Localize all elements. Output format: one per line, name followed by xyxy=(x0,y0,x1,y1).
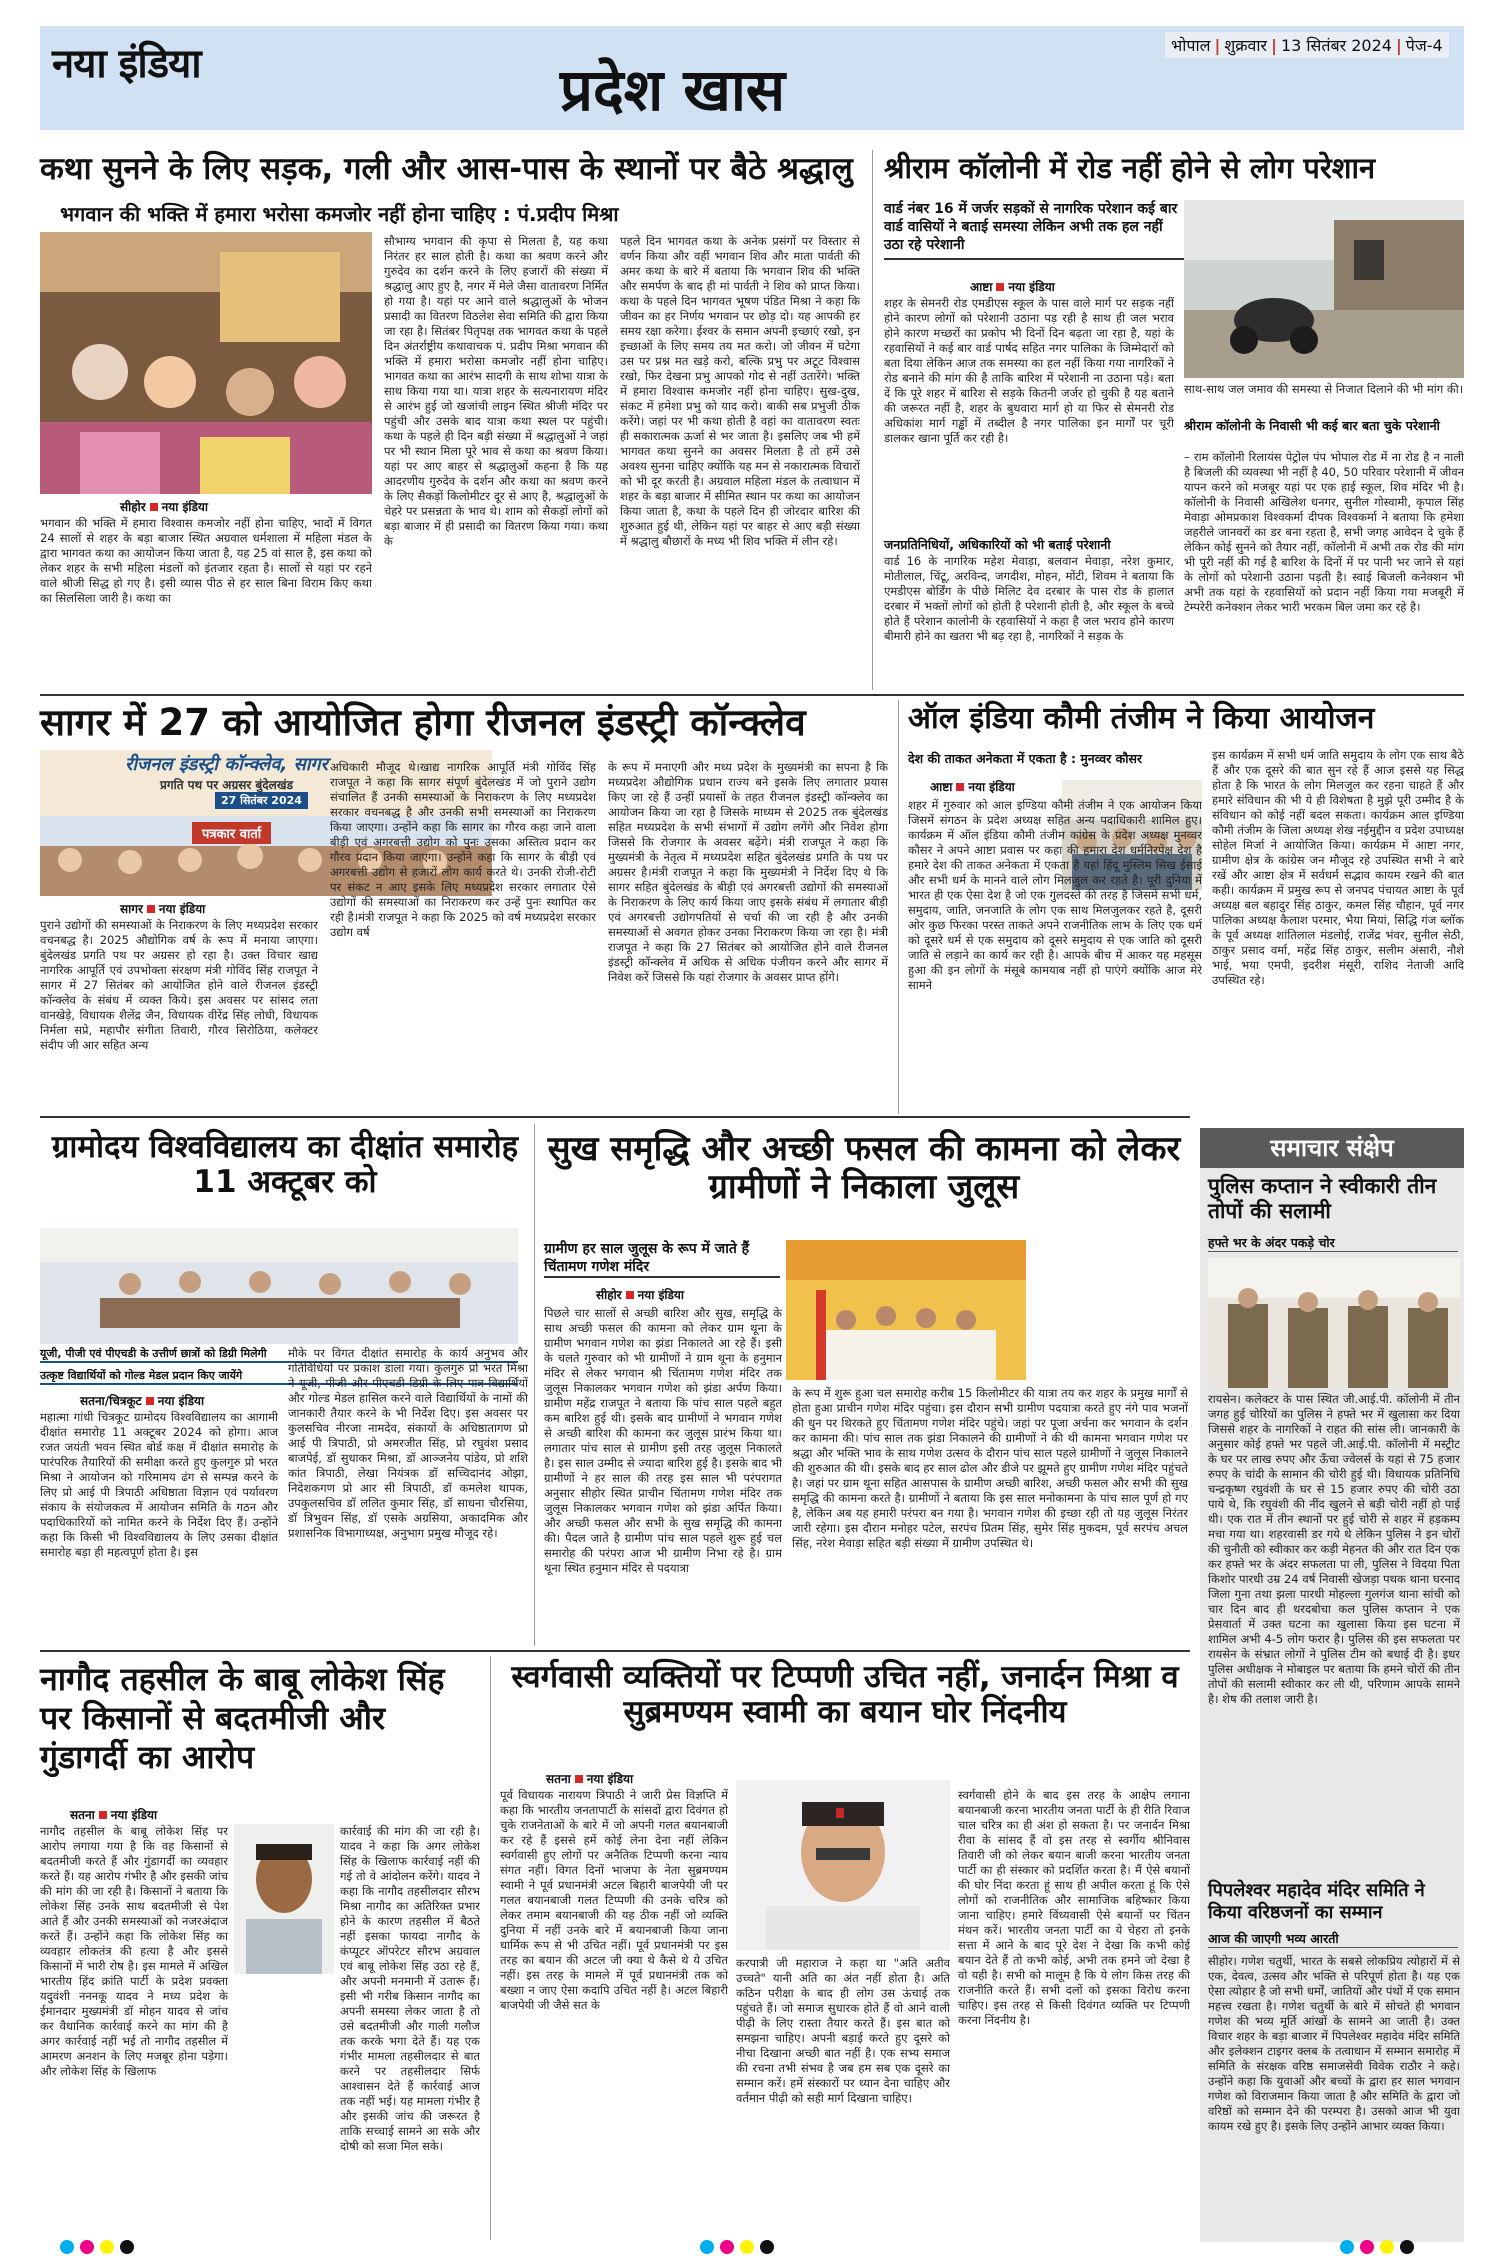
story6-photo xyxy=(786,1240,1026,1380)
story1-headline: कथा सुनने के लिए सड़क, गली और आस-पास के स्थानों पर बैठे श्रद्धालु xyxy=(40,151,853,187)
brief-item1-headline: पुलिस कप्तान ने स्वीकारी तीन तोपों की सलामी xyxy=(1208,1174,1437,1223)
story8-col3: स्वर्गवासी होने के बाद इस तरह के आक्षेप लगाना बयानबाजी करना भारतीय जनता पार्टी के ही रीति रिवाज चाल चरित्र का ही अंश हो सकता है। पर जनार्दन मिश्रा रीवा के सांसद हैं वो इस तरह से स्वर्गीय श्रीनिवास तिवारी जी को लेकर बयान बाजी करना भारतीय जनता पार्टी का ही संस्कार को प्रदर्शित करता है। मैं ऐसे बयानों की घोर निंदा करता हूं साथ ही अपील करता हूं कि ऐसे लोगों को राजनीतिक और सामाजिक बहिष्कार किया जाना चाहिए। हमारे विंध्यवासी ऐसे बयानों पर चिंतन मंथन करें। भारतीय जनता पार्टी का ये चेहरा तो इनके सत्ता में आने के बाद पूरे देश ने देखा कि कभी कोई बयान देते हैं तो कभी कोई, अभी तक हमने जो देखा है वो यही है। सभी को मालूम है कि ये लोग किस तरह की राजनीति करते हैं। सभी दलों को इसका विरोध करना चाहिए। इस तरह से किसी दिवंगत व्यक्ति पर टिप्पणी करना निंदनीय है। xyxy=(958,1788,1190,2027)
story8-col1: पूर्व विधायक नारायण त्रिपाठी ने जारी प्रेस विज्ञप्ति में कहा कि भारतीय जनतापार्टी के सांसदों द्वारा दिवंगत हो चुके राजनेताओं के बारे में जो अपनी गलत बयानबाजी कर रहे हैं इससे हमें कोई लेना देना नहीं लेकिन स्वर्गवासी हुए लोगों पर अनैतिक टिप्पणी करना न्याय संगत नहीं। विगत दिनों भाजपा के नेता सुब्रमण्यम स्वामी ने पूर्व प्रधानमंत्री अटल बिहारी बाजपेयी जी पर गलत बयानबाजी गलत टिप्पणी की उनके चरित्र को लेकर तमाम बयानबाजी की यह ठीक नहीं जो व्यक्ति दुनिया में नहीं उनके बारे में बयानबाजी किया जाना धार्मिक रूप से भी उचित नहीं। पूर्व प्रधानमंत्री पर इस तरह का बयान की अटल जी क्या थे कैसे थे ये उचित नहीं। इस तरह के मामले में पूर्व प्रधानमंत्री तक को बख्शा न जाए ऐसा कदापि उचित नहीं है। अटल बिहारी बाजपेयी जी जैसे सत के xyxy=(500,1788,728,2012)
story8-portrait xyxy=(736,1780,950,1950)
column-divider xyxy=(534,1124,535,1646)
registration-marks-right xyxy=(1340,2240,1414,2254)
story1-col3: पहले दिन भागवत कथा के अनेक प्रसंगों पर विस्तार से वर्णन किया और वहीं भगवान शिव और माता पार्वती की अमर कथा के बारे में बताया कि भगवान शिव की भक्ति और समर्पण के बाद ही मां पार्वती ने शिव को प्राप्त किया। कथा के पहले दिन भागवत भूषण पंडित मिश्रा ने कहा कि जीवन का हर निर्णय भगवान पर छोड़ दो। यह आपकी हर समय रक्षा करेगा। ईश्वर के समान अपनी इच्छाएं रखो, इन इच्छाओं के लिए समय तय मत करो। जो जीवन में घटेगा उस पर प्रश्न मत खड़े करो, बल्कि प्रभु पर अटूट विश्वास रखो, फिर देखना प्रभु आपको गोद से नहीं उतारेंगे। भक्ति में हमारा विश्वास कमजोर नहीं होना चाहिए। सुख-दुख, संकट में हमेशा प्रभु को याद करो। बाकी सब प्रभुजी ठीक करेंगे। जहां पर भी कथा होती है वहां का वातावरण स्वतः ही सकारात्मक ऊर्जा से भर जाता है। इसलिए जब भी हमें भागवत कथा सुनने का अवसर मिलता है तो हमें उसे अवश्य सुनना चाहिए क्योंकि यह मन से नकारात्मक विचारों को भी दूर करती है। अग्रवाल महिला मंडल के तत्वाधान में शहर के बड़ा बाजार में सीमित स्थान पर कथा का आयोजन किया जाता है, कथा के पहले दिन ही जोरदार बारिश की शुरुआत हुई थी, लेकिन यहां पर बाहर से आए बड़ी संख्या में श्रद्धालु बौछारों के मध्य भी शिव भक्ति में लीन रहे। xyxy=(620,234,860,548)
registration-marks-left xyxy=(60,2240,134,2254)
story8-headline: स्वर्गवासी व्यक्तियों पर टिप्पणी उचित नहीं, जनार्दन मिश्रा व सुब्रमण्यम स्वामी का बयान घोर निंदनीय xyxy=(511,1659,1179,1730)
dateline-day: शुक्रवार xyxy=(1224,36,1268,55)
story6-col2-top xyxy=(1036,1240,1186,1380)
story5-caption2: उत्कृष्ट विद्यार्थियों को गोल्ड मेडल प्रदान किए जायेंगे xyxy=(40,1368,518,1385)
magenta-mark xyxy=(1360,2240,1374,2254)
registration-marks-center xyxy=(700,2240,774,2254)
story6-col2: के रूप में शुरू हुआ चल समारोह करीब 15 किलोमीटर की यात्रा तय कर शहर के प्रमुख मार्गों से होता हुआ प्राचीन गणेश मंदिर पहुंचा। इस दौरान सभी ग्रामीण पदयात्रा करते हुए नंगे पाव भजनों की धुन पर थिरकते हुए चिंतामण गणेश मंदिर पहुंचे। जहां पर पूजा अर्चना कर भगवान के दर्शन कर कामना की। पांच साल तक झंडा निकालने की ग्रामीणों ने की थी कामना भगवान गणेश पर श्रद्धा और भक्ति भाव के साथ गणेश उत्सव के दौरान पांच साल पहले ग्रामीणों ने जुलूस निकालने की शुरुआत की थी। इसके बाद हर साल ढोल और डीजे पर झूमते हुए ग्रामीण गणेश मंदिर पहुंचते है। जहां पर ग्राम थूना सहित आसपास के ग्रामीण अच्छी बारिश, अच्छी फसल और सभी की सुख समृद्धि की कामना करते है। ग्रामीणों ने बताया कि इस साल मनोकामना के पांच साल पूर्ण हो गए है, लेकिन अब यह हमारी परंपरा बन गया है। भगवान गणेश की इच्छा रही तो यह जुलूस निरंतर जारी रहेगा। इस दौरान मनोहर पटेल, सरपंच प्रितम सिंह, सुमेर सिंह मुकदम, पूर्व सरपंच अचल सिंह, नरेश मेवाड़ा सहित बड़ी संख्या में ग्रामीण उपस्थित थे। xyxy=(792,1386,1188,1550)
story2-headline: श्रीराम कॉलोनी में रोड नहीं होने से लोग परेशान xyxy=(884,151,1376,185)
story6-col1: पिछले चार सालों से अच्छी बारिश और सुख, समृद्धि के साथ अच्छी फसल की कामना को लेकर ग्राम थूना के ग्रामीण भगवान गणेश का झंडा निकालते आ रहे हैं। इसी के चलते गुरुवार को भी ग्रामीणों ने ग्राम थूना के हनुमान मंदिर से लेकर भगवान श्री चिंतामण गणेश मंदिर तक जुलूस निकालकर भगवान गणेश को झंडा अर्पण किया। ग्रामीण महेंद्र राजपूत ने बताया कि पांच साल पहले बहुत कम बारिश हुई थी। इसके बाद ग्रामीणों ने भगवान गणेश से अच्छी बारिश की कामना कर जुलूस प्रारंभ किया था। लगातार पांच साल से ग्रामीण इसी तरह जुलूस निकालते है। इस साल उम्मीद से ज्यादा बारिश हुई है। इसके बाद भी ग्रामीणों ने हर साल की तरह इस साल भी परंपरागत अनुसार सीहोर स्थित प्राचीन चिंतामण गणेश मंदिर तक जुलूस निकालकर भगवान गणेश को झंडा अर्पित किया। और अच्छी फसल और सभी के सुख समृद्धि की कामना की। पैदल जाते है ग्रामीण पांच साल पहले शुरू हुई चल समारोह की परंपरा आज भी ग्रामीण निभा रहे है। ग्राम थूना स्थित हनुमान मंदिर से पदयात्रा xyxy=(544,1306,782,1575)
dateline-city: भोपाल xyxy=(1171,36,1211,55)
story2-subhead: जनप्रतिनिधियों, अधिकारियों को भी बताई परेशानी xyxy=(884,537,1111,552)
story3-col2: अधिकारी मौजूद थे।खाद्य नागरिक आपूर्ति मंत्री गोविंद सिंह राजपूत ने कहा कि सागर संपूर्ण बुंदेलखंड में जो पुराने उद्योग संचालित हैं उनकी समस्याओं के निराकरण के लिए मध्यप्रदेश सरकार वचनबद्ध है और उनकी सभी समस्याओं का निराकरण किया जाएगा। उन्होंने कहा कि सागर का गौरव कहा जाने वाला बीड़ी एवं अगरबत्ती उद्योग को पुनः उसका अस्तित्व प्रदान कर गौरव प्रदान किया जाएगा। उन्होंने कहा कि सागर के बीड़ी एवं अगरबत्ती उद्योग से हजारों लोग कार्य करते थे। उनकी रोजी-रोटी पर संकट न आए इसके लिए मध्यप्रदेश सरकार लगातार ऐसे उद्योगों की समस्याओं का निराकरण कर उन्हें पुनः स्थापित कर रही है।मंत्री राजपूत ने कहा कि 2025 को वर्ष मध्यप्रदेश सरकार उद्योग वर्ष xyxy=(330,760,596,939)
story6-headline: सुख समृद्धि और अच्छी फसल की कामना को लेकर ग्रामीणों ने निकाला जुलूस xyxy=(547,1129,1181,1208)
story2-deck: वार्ड नंबर 16 में जर्जर सड़कों से नागरिक परेशान कई बार वार्ड वासियों ने बताई समस्या लेकिन अभी तक हल नहीं उठा रहे परेशानी xyxy=(884,200,1184,260)
brief-item1-photo xyxy=(1208,1258,1460,1388)
story3-banner-title: रीजनल इंडस्ट्री कॉन्क्लेव, सागर xyxy=(125,754,328,775)
section-divider xyxy=(40,1650,1190,1652)
story4-deck: देश की ताकत अनेकता में एकता है : मुनव्वर कौसर xyxy=(908,751,1143,766)
story3-col1: पुराने उद्योगों की समस्याओं के निराकरण के लिए मध्यप्रदेश सरकार वचनबद्ध है। 2025 औद्योगिक वर्ष के रूप में मनाया जाएगा। बुंदेलखंड प्रगति पथ पर अग्रसर हो रहा है। उक्त विचार खाद्य नागरिक आपूर्ति एवं उपभोक्ता संरक्षण मंत्री गोविंद सिंह राजपूत ने सागर में 27 सितंबर को आयोजित होने वाले रीजनल इंडस्ट्री कॉन्क्लेव के संबंध में व्यक्त किये। इस अवसर पर सांसद लता वानखेड़े, विधायक शैलेंद्र जैन, विधायक वीरेंद्र सिंह लोधी, विधायक निर्मला सप्रे, महापौर संगीता तिवारी, गौरव सिरोठिया, कलेक्टर संदीप जी आर सहित अन्य xyxy=(40,918,318,1052)
story7-headline: नागौद तहसील के बाबू लोकेश सिंह पर किसानों से बदतमीजी और गुंडागर्दी का आरोप xyxy=(40,1660,445,1777)
story2-col1b: वार्ड 16 के नागरिक महेश मेवाड़ा, बलवान मेवाड़ा, नरेश कुमार, मोतीलाल, चिंटू, अरविन्द, जगदीश, मोहन, मोंटी, शिवम ने बताया कि एमडीएस बोर्डिंग के पीछे मिलिट देव दरबार के पास रोड के हालात दरबार में भक्तों लोगों को होती है परेशानी होती है, और स्कूल के बच्चे होते हैं परेशान कालोनी के रहवासियों ने कहा है जल भराव होने कारण बीमारी होने का खतरा भी बढ़ रहा है, नागरिकों ने सड़क के xyxy=(884,554,1174,643)
story4-byline: आष्टा नया इंडिया xyxy=(930,780,1015,794)
cyan-mark xyxy=(1340,2240,1354,2254)
story4-col1: शहर में गुरुवार को आल इण्डिया कौमी तंजीम ने एक आयोजन किया जिसमें संगठन के प्रदेश अध्यक्ष सहित अन्य पदाधिकारी शामिल हुए। कार्यक्रम में ऑल इंडिया कौमी तंजीम कांग्रेस के प्रदेश अध्यक्ष मुनव्वर कौसर ने अपने आष्टा प्रवास पर कहा की हमारा देश धर्मनिरपेक्ष देश है हमारे देश की ताकत अनेकता में एकता है यहां हिंदू मुस्लिम सिख ईसाई और सभी धर्म के मानने वाले लोग मिलजुल कर रहते है। पूरी दुनिया में भारत ही एक ऐसा देश है जो एक गुलदस्ते की तरह है जिसमें सभी धर्म, समुदाय, जाति, जनजाति के लोग एक साथ मिलजुलकर रहते है, दूसरी ओर कुछ फिरका परस्त ताकते अपने राजनीतिक लाभ के लिए एक धर्म को दूसरे धर्म से एक समुदाय को दूसरे समुदाय से एक जाति को दूसरी जाति से लड़ाने का कार्य कर रही है। आपके बीच में आकर यह महसूस हुआ की इन लोगों के मंसूबे कामयाब नहीं हो पाएंगे क्योंकि आज मेरे सामने xyxy=(908,798,1202,992)
cyan-mark xyxy=(60,2240,74,2254)
story2-byline: आष्टा नया इंडिया xyxy=(970,280,1055,294)
magenta-mark xyxy=(80,2240,94,2254)
black-mark xyxy=(120,2240,134,2254)
brief-item1-body: रायसेन। कलेक्टर के पास स्थित जी.आई.पी. कॉलोनी में तीन जगह हुई चोरियों का पुलिस ने हफ्ते भर में खुलासा कर दिया जिससे शहर के नागरिकों ने राहत की सांस ली। जानकारी के अनुसार कोई हफ्ते भर पहले जी.आई.पी. कॉलोनी में मस्ट्रीट के घर पर लाख रुपए और ऊँचा ज्वेलर्स के यहां से 75 हजार रुपए के चांदी के सामान की चोरी हुई थी। विधायक प्रतिनिधि चन्द्रकृष्ण रघुवंशी के घर से 15 हजार रुपए की चोरी उठा पाये थे, कि रघुवंशी की नींद खुलने से बड़ी चोरी नहीं हो पाई थी। एक रात में तीन स्थानों पर हुई चोरी से शहर में हड़कम्प मचा गया था। शहरवासी डर गये थे लेकिन पुलिस ने इन चोरों की चुनौती को स्वीकार कर कड़ी मेहनत की और रात दिन एक कर हफ्ते भर के अंदर सफलता पा ली, पुलिस ने विदया पिता किशोर पारधी उम्र 24 वर्ष निवासी खेजड़ा पथक थाना घरनाद जिला गुना तथा झला पारधी मोहल्ला गुलगंज थाना सांची को चार दिन बाद ही धरदबोचा कल पुलिस कप्तान ने एक प्रेसवार्ता में उक्त घटना का खुलासा किया इस घटना में शामिल अभी 4-5 लोग फरार है। पुलिस की इस सफलता पर रायसेन के संभ्रात लोगों ने पुलिस टीम को बधाई दी है। इधर पुलिस अधीक्षक ने मोबाइल पर बताया कि हमने चोरों की तीन तोपों की सलामी स्वीकार कर ली थी, परिणाम आपके सामने है। शेष की तलाश जारी है। xyxy=(1208,1392,1460,1706)
story3-headline: सागर में 27 को आयोजित होगा रीजनल इंडस्ट्री कॉन्क्लेव xyxy=(40,701,806,744)
brief-item2-body: सीहोर। गणेश चतुर्थी, भारत के सबसे लोकप्रिय त्योहारों में से एक, देवत्व, उत्सव और भक्ति से परिपूर्ण होता है। यह एक ऐसा त्योहार है जो सभी धर्मों, जातियों और पंथों में एक समान महत्त्व रखता है। गणेश चतुर्थी के बारे में सोचते ही भगवान गणेश की भव्य मूर्ति आंखों के सामने आ जाती है। उक्त विचार शहर के बड़ा बाजार में पिपलेश्वर महादेव मंदिर समिति और इलेक्शन टाइगर क्लब के तत्वाधान में सम्मान समारोह में समिति के संरक्षक वरिष्ठ समाजसेवी विवेक राठौर ने कहे। उन्होंने कहा कि युवाओं और बच्चों के द्वारा हर साल भगवान गणेश को विराजमान किया जाता है और समिति के द्वारा जो वरिष्ठों को सम्मान देने की परम्परा है। उसको आज भी युवा कायम रखे हुए है। इसके लिए उन्होंने आभार व्यक्त किया। xyxy=(1208,1954,1460,2133)
black-mark xyxy=(760,2240,774,2254)
story3-col3: के रूप में मनाएगी और मध्य प्रदेश के मुख्यमंत्री का सपना है कि मध्यप्रदेश औद्योगिक प्रधान राज्य बने इसके लिए लगातार प्रयास किए जा रहे हैं उन्हीं प्रयासों के तहत रीजनल इंडस्ट्री कॉन्क्लेव का आयोजन किया जा रहा है जिसके माध्यम से 2025 तक बुंदेलखंड सहित मध्यप्रदेश के सभी संभागों में उद्योग लगेंगे और निवेश होगा जिससे कि रोजगार के अवसर बढ़ेंगे। मंत्री राजपूत ने कहा कि मुख्यमंत्री के नेतृत्व में मध्यप्रदेश सहित बुंदेलखंड प्रगति के पथ पर अग्रसर है।मंत्री राजपूत ने कहा कि मुख्यमंत्री ने निर्देश दिए थे कि सागर सहित बुंदेलखंड के बीड़ी एवं अगरबत्ती उद्योगों की समस्याओं के निराकरण के लिए कार्य किया जाए इसके संबंध में लगातार बीड़ी एवं अगरबत्ती उद्योगपतियों से चर्चा की जा रही है और उनकी समस्याओं से अवगत होकर उनका निराकरण किया जा रहा है। मंत्री राजपूत ने कहा कि 27 सितंबर को आयोजित होने वाले रीजनल इंडस्ट्री कॉन्क्लेव में अधिक से अधिक पंजीयन करने और सागर में निवेश करें जिससे कि यहां रोजगार के अवसर प्राप्त होंगे। xyxy=(608,760,888,984)
yellow-mark xyxy=(100,2240,114,2254)
story1-col1: भगवान की भक्ति में हमारा विश्वास कमजोर नहीं होना चाहिए, भादों में विगत 24 सालों से शहर के बड़ा बाजार स्थित अग्रवाल धर्मशाला में महिला मंडल के द्वारा भागवत कथा का आयोजन किया जाता है, यह 25 वां साल है, इस कथा को लेकर शहर के सभी महिला मंडलों को इंतजार रहता है। सालों से यहां पर रहने वाले श्रीजी सिद्ध हो गए है। इसी व्यास पीठ से हर साल बिना विराम किए कथा का सिलसिला जारी है। कथा का xyxy=(40,516,372,605)
brief-item2-deck: आज की जाएगी भव्य आरती xyxy=(1208,1930,1458,1948)
story5-col2: मौके पर विगत दीक्षांत समारोह के कार्य अनुभव और गतिविधियों पर प्रकाश डाला गया। कुलगुरु प्रो भरत मिश्रा ने यूजी, पीजी और पीएचडी डिग्री के लिए पात्र विद्यार्थियों और गोल्ड मेडल हासिल करने वाले विद्यार्थियों के नामों की जानकारी तैयार करने के भी निर्देश दिए। इस अवसर पर कुलसचिव नीरजा नामदेव, संकायों के अधिष्ठातागण प्रो आई पी त्रिपाठी, प्रो अमरजीत सिंह, प्रो रघुवंश प्रसाद बाजपेई, डॉ सुधाकर मिश्रा, डॉ आञ्जनेय पांडेय, प्रो शशि कांत त्रिपाठी, लेखा नियंत्रक डॉ सच्चिदानंद ओझा, निदेशकगण प्रो आर सी त्रिपाठी, डॉ कमलेश थापक, उपकुलसचिव डॉ ललित कुमार सिंह, डॉ साधना चौरसिया, डॉ त्रिभुवन सिंह, डॉ एसके अग्रसिया, अकादमिक और प्रशासनिक विभागाध्यक्ष, अनुभाग प्रमुख मौजूद रहे। xyxy=(288,1346,528,1540)
section-divider xyxy=(40,694,1464,696)
story1-col2: सौभाग्य भगवान की कृपा से मिलता है, यह कथा निरंतर हर साल होती है। कथा का श्रवण करने और गुरुदेव का दर्शन करने के लिए हजारों की संख्या में श्रद्धालु आए हुए है, नगर में मेले जैसा वातावरण निर्मित हो गया है। यहां पर आने वाले श्रद्धालुओं के भोजन प्रसादी का वितरण विठलेश सेवा समिति की द्वारा किया जा रहा है। सितंबर पितृपक्ष तक भागवत कथा के पहले दिन अंतर्राष्ट्रीय कथावाचक पं. प्रदीप मिश्रा भगवान की भक्ति में हमारा भरोसा कमजोर नहीं होना चाहिए। भागवत कथा का आरंभ सादगी के साथ शोभा यात्रा के साथ किया गया था। यात्रा शहर के सत्यनारायण मंदिर से आरंभ हुई जो खजांची लाइन स्थित श्रीजी मंदिर पर पहुंची और उसके बाद यात्रा कथा स्थल पर पहुंची। कथा के पहले ही दिन बड़ी संख्या में श्रद्धालुओं ने जहां पर भी स्थान मिला पूरे भाव से कथा का श्रवण किया। यहां पर आए बाहर से श्रद्धालुओं कहना है कि यह आदरणीय गुरुदेव के दर्शन और कथा का श्रवण करने के लिए सैकड़ों किलोमीटर दूर से आए है, श्रद्धालुओं के चेहरे पर प्रसन्नता के भाव थे। शाम को सैकड़ों लोगों को बड़ा बाजार में ही प्रसादी का वितरण किया गया। कथा के xyxy=(384,234,608,548)
brief-item1-deck: हफ्ते भर के अंदर पकड़े चोर xyxy=(1208,1234,1458,1252)
yellow-mark xyxy=(1380,2240,1394,2254)
cyan-mark xyxy=(700,2240,714,2254)
newspaper-logo: नया इंडिया xyxy=(52,41,201,87)
story1-subhead: भगवान की भक्ति में हमारा भरोसा कमजोर नहीं होना चाहिए : पं.प्रदीप मिश्रा xyxy=(60,202,619,226)
story6-byline: सीहोर नया इंडिया xyxy=(596,1288,685,1302)
story3-banner-tag: पत्रकार वार्ता xyxy=(192,822,271,844)
dateline-date: 13 सितंबर 2024 xyxy=(1280,36,1392,55)
story6-deck: ग्रामीण हर साल जुलूस के रूप में जाते हैं चिंतामण गणेश मंदिर xyxy=(544,1240,780,1278)
section-title: प्रदेश खास xyxy=(560,56,786,124)
news-brief-title: समाचार संक्षेप xyxy=(1200,1128,1464,1168)
story3-byline: सागर नया इंडिया xyxy=(120,902,206,916)
dateline: भोपाल | शुक्रवार | 13 सितंबर 2024 | पेज-4 xyxy=(1165,32,1449,58)
brief-item2-headline: पिपलेश्वर महादेव मंदिर समिति ने किया वरिष्ठजनों का सम्मान xyxy=(1208,1880,1425,1923)
yellow-mark xyxy=(740,2240,754,2254)
story7-col1: नागौद तहसील के बाबू लोकेश सिंह पर आरोप लगाया गया है कि वह किसानों से बदतमीजी करते हैं और गुंडागर्दी का व्यवहार करते हैं। यह आरोप गंभीर है और इसकी जांच की मांग की जा रही है। किसानों ने बताया कि लोकेश सिंह उनके साथ बदतमीजी से पेश आते हैं और उनकी समस्याओं को नजरअंदाज करते हैं। उन्होंने कहा कि लोकेश सिंह का व्यवहार लोकतंत्र की हत्या है और इससे किसानों में भारी रोष है। इस मामले में अखिल भारतीय हिंद क्रांति पार्टी के प्रदेश प्रवक्ता यदुवंशी नननकू यादव ने मध्य प्रदेश के ईमानदार मुख्यमंत्री डॉ मोहन यादव से जांच कर वैधानिक कार्रवाई करने का मांग की है अगर कार्रवाई नहीं भई तो नागौद तहसील में आमरण अनशन के लिए मजबूर होना पड़ेगा। और लोकेश सिंह के खिलाफ xyxy=(40,1824,228,2078)
story5-byline: सतना/चित्रकूट नया इंडिया xyxy=(80,1394,205,1408)
magenta-mark xyxy=(720,2240,734,2254)
story7-byline: सतना नया इंडिया xyxy=(70,1808,158,1822)
story4-headline: ऑल इंडिया कौमी तंजीम ने किया आयोजन xyxy=(908,701,1375,736)
dateline-page: पेज-4 xyxy=(1405,36,1443,55)
story2-col1: शहर के सेमनरी रोड एमडीएस स्कूल के पास वाले मार्ग पर सड़क नहीं होने कारण लोगों को परेशानी उठाना पड़ रही है साथ ही जल भराव होने कारण मच्छरों का प्रकोप भी दिनों दिन बढ़ता जा रहा है, यहां के रहवासियों ने कई बार वार्ड पार्षद सहित नगर पालिका के जिम्मेदारों को बता दिया लेकिन आज तक समस्या का हल नहीं किया गया नागरिकों ने रोड बनाने की मांग की है ताकि बारिश में परेशानी ना उठाना पड़े। बता दें कि पूरे शहर में बारिश से सड़के कितनी जर्जर हो चुकी है यह बताने की जरूरत नहीं है, शहर के बुधवारा मार्ग हो या फिर से सेमनरी रोड अधिकांश मार्ग गड्ढों में तब्दील है नगर पालिका इन मार्गों पर चूरी डालकर खाना पूर्ति कर रही है। xyxy=(884,296,1174,445)
story2-caption: साथ-साथ जल जमाव की समस्या से निजात दिलाने की भी मांग की। xyxy=(1184,382,1464,396)
story7-col2: कार्रवाई की मांग की जा रही है। यादव ने कहा कि अगर लोकेश सिंह के खिलाफ कार्रवाई नहीं की गई तो वे आंदोलन करेंगे। यादव ने कहा कि नागौद तहसीलदार सौरभ मिश्रा नागौद का अतिरिक्त प्रभार होने के कारण तहसील में बैठते नहीं इसका फायदा नागौद के कंप्यूटर ऑपरेटर सौरभ अग्रवाल एवं बाबू लोकेश सिंह उठा रहे हैं, और अपनी मनमानी में उतारू हैं। इसी भी गरीब किसान नागौद का अपनी समस्या लेकर जाता है तो उसे बदतमीजी और गाली गलौज तक करके भगा देते हैं। यह एक गंभीर मामला तहसीलदार से बात करने पर तहसीलदार सिर्फ आश्वासन देते हैं कार्रवाई आज तक नहीं भई। यह मामला गंभीर है और इसकी जांच की जरूरत है ताकि सच्चाई सामने आ सके और दोषी को सजा मिल सके। xyxy=(340,1824,480,2153)
story1-photo xyxy=(40,232,372,494)
story2-col2: – राम कॉलोनी रिलायंस पेट्रोल पंप भोपाल रोड में ना रोड है न नाली है बिजली की व्यवस्था भी नहीं है 40, 50 परिवार परेशानी में जीवन यापन करने को मजबूर यहां पर एक हाई स्कूल, शिव मंदिर भी है। कॉलोनी के निवासी अखिलेश धनगर, सुनील गोस्वामी, कृपाल सिंह मेवाड़ा ओमप्रकाश विश्वकर्मा दीपक विश्वकर्मा ने बताया कि हमेशा जहरीले जानवरों का डर बना रहता है, सभी जगह आवेदन दे चुके हैं लेकिन कोई सुनने को तैयार नहीं, कॉलोनी में अभी तक रोड की मांग भी पूरी नहीं की गई है बारिश के दिनों में पर पानी भर जाने से यहां के लोगों को परेशानी उठाना पड़ती है। स्वाई बिजली कनेक्शन भी अभी तक यहां के रहवासियों को प्रदान नहीं किया गया मजबूरी में टेम्परेरी कनेक्शन लेकर भारी भरकम बिल जमा कर रहे है। xyxy=(1184,450,1464,614)
story5-caption1: यूजी, पीजी एवं पीएचडी के उत्तीर्ण छात्रों को डिग्री मिलेगी xyxy=(40,1346,518,1363)
black-mark xyxy=(1400,2240,1414,2254)
story1-byline: सीहोर नया इंडिया xyxy=(120,500,209,514)
story7-portrait xyxy=(234,1824,334,1974)
story5-headline: ग्रामोदय विश्वविद्यालय का दीक्षांत समारोह 11 अक्टूबर को xyxy=(51,1129,519,1200)
story4-col2: इस कार्यक्रम में सभी धर्म जाति समुदाय के लोग एक साथ बैठे हैं और एक दूसरे की बात सुन रहे हैं आज इससे यह सिद्ध होता है कि भारत के लोग मिलजुल कर रहना चाहते हैं और हमारे संविधान की भी ये ही विशेषता है मुझे पूरी उम्मीद है के संविधान को कोई नहीं बदल सकता। कार्यक्रम आल इण्डिया कौमी तंजीम के जिला अध्यक्ष शेख नईमुद्दीन व प्रदेश उपाध्यक्ष सोहेल मिर्जा ने आयोजित किया। कार्यक्रम में आष्टा नगर, ग्रामीण क्षेत्र के कांग्रेस जन मौजूद रहे उपस्थित सभी ने बारे रखें और आष्टा क्षेत्र में सर्वधर्म सद्भाव कायम रखने की बात कही। कार्यक्रम में प्रमुख रूप से जनपद पंचायत आष्टा के पूर्व अध्यक्ष बल बहादुर सिंह ठाकुर, कमल सिंह चौहान, पूर्व नगर पालिका अध्यक्ष कैलाश परमार, भैया मियां, सिद्धि गंज ब्लॉक के पूर्व अध्यक्ष शांतिलाल मंडलोई, राजेंद्र भंवर, सुनील सेठी, ठाकुर प्रसाद वर्मा, महेंद्र सिंह ठाकुर, सलीम अंसारी, नौशे भाई, भया एमपी, इदरीश मंसूरी, राशिद नेताजी आदि उपस्थित रहे। xyxy=(1212,748,1464,987)
story5-photo xyxy=(40,1228,518,1344)
column-divider xyxy=(872,150,873,690)
story3-banner-date: 27 सितंबर 2024 xyxy=(215,792,308,809)
story8-col2: करपात्री जी महाराज ने कहा था "अति अतीव उच्चते" यानी अति का अंत नहीं होता है। अति कठिन परीक्षा के बाद ही लोग उस ऊंचाई तक पहुंचते हैं। जो समाज सुधारक होते हैं वो आने वाली पीढ़ी के लिए रास्ता तैयार करते हैं। इस बात को समझना चाहिए। अपनी बड़ाई करते हुए दूसरे को नीचा दिखाना अच्छी बात नहीं है। एक सभ्य समाज की रचना तभी संभव है जब हम सब एक दूसरे का सम्मान करें। हमें संस्कारों पर ध्यान देना चाहिए और वर्तमान पीढ़ी को सही मार्ग दिखाना चाहिए। xyxy=(736,1956,950,2105)
story5-col1: महात्मा गांधी चित्रकूट ग्रामोदय विश्वविद्यालय का आगामी दीक्षांत समारोह 11 अक्टूबर 2024 को होगा। आज रजत जयंती भवन स्थित बोर्ड कक्ष में दीक्षांत समारोह के पारंपरिक तैयारियों की समीक्षा करते हुए कुलगुरु प्रो भरत मिश्रा ने आयोजन को गरिमामय ढंग से सम्पन्न करने के लिए प्रो आई पी त्रिपाठी अधिष्ठाता विज्ञान एवं पर्यावरण संकाय के संयोजकत्व में आयोजन समिति के गठन और पदाधिकारियों को नामित करने के निर्देश दिए हैं। उन्होंने कहा कि किसी भी विश्वविद्यालय के लिए उसका दीक्षांत समारोह बड़ा ही महत्वपूर्ण होता है। इस xyxy=(40,1410,278,1559)
column-divider xyxy=(898,700,899,1114)
story3-banner-sub: प्रगति पथ पर अग्रसर बुंदेलखंड xyxy=(160,778,294,792)
story8-byline: सतना नया इंडिया xyxy=(546,1772,634,1786)
story2-photo xyxy=(1184,200,1464,378)
section-divider xyxy=(40,1116,1190,1118)
story2-col2-lead: श्रीराम कॉलोनी के निवासी भी कई बार बता चुके परेशानी xyxy=(1184,418,1440,433)
column-divider xyxy=(490,1656,491,2240)
